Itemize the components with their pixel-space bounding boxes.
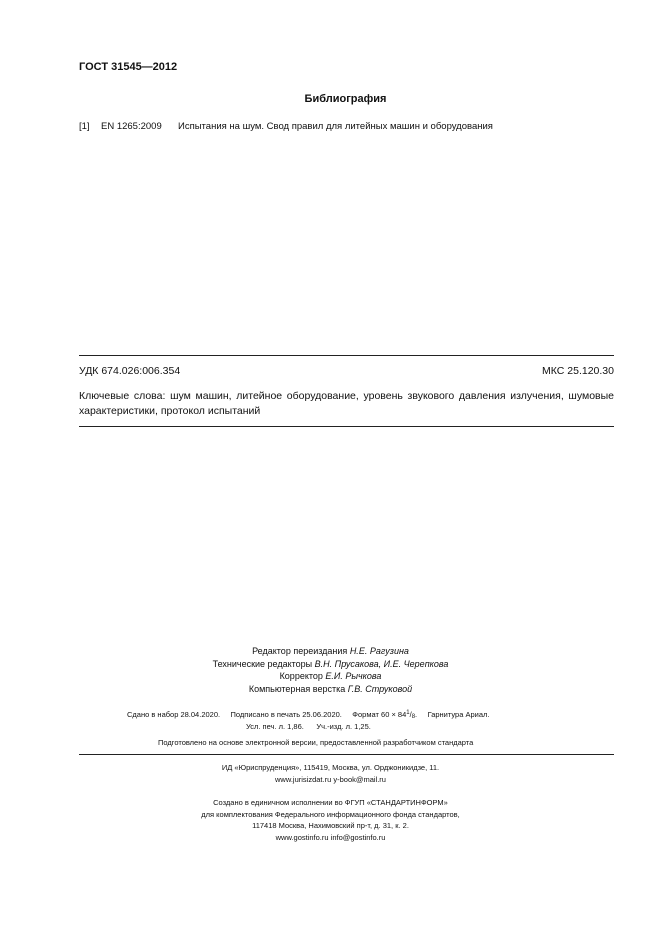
- publisher-block: [0, 762, 661, 785]
- credit-corrector: Корректор Е.И. Рычкова: [279, 671, 382, 681]
- credit-editor: Редактор переиздания Н.Е. Рагузина: [252, 646, 409, 656]
- divider-bottom: [79, 754, 614, 755]
- mks-code: МКС 25.120.30: [542, 365, 614, 377]
- print-info-line-1: Сдано в набор 28.04.2020. Подписано в печать 25.06.2020. Формат $60 \times 84^1/_8$. Гарнитура Ариал.: [127, 710, 490, 720]
- prepared-note: Подготовлено на основе электронной версии, предоставленной разработчиком стандарта: [158, 738, 474, 747]
- bibliography-title: Библиография: [304, 93, 387, 105]
- producer-line-3: 117418 Москва, Нахимовский пр-т, д. 31, к. 2.: [252, 821, 409, 830]
- udk-code: УДК 674.026:006.354: [79, 365, 181, 377]
- print-info-line-2: Усл. печ. л. 1,86. Уч.-изд. л. 1,25.: [246, 722, 371, 731]
- divider-keywords: [79, 426, 614, 427]
- keywords: Ключевые слова: шум машин, литейное оборудование, уровень звукового давления излучения, шумовые характеристики, протокол испытаний: [79, 390, 614, 417]
- producer-line-2: для комплектования Федерального информационного фонда стандартов,: [201, 809, 460, 819]
- producer-block: [0, 797, 661, 843]
- credits-block: [0, 645, 661, 695]
- producer-line-1: Создано в единичном исполнении во ФГУП «СТАНДАРТИНФОРМ»: [213, 798, 448, 807]
- producer-contacts: www.gostinfo.ru info@gostinfo.ru: [275, 832, 386, 842]
- entry-number: [1]: [79, 121, 90, 132]
- credit-layout: Компьютерная верстка Г.В. Струковой: [248, 683, 413, 694]
- publisher-contacts: www.jurisizdat.ru y-book@mail.ru: [275, 774, 386, 784]
- entry-text: Испытания на шум. Свод правил для литейных машин и оборудования: [178, 121, 493, 132]
- entry-code: EN 1265:2009: [101, 121, 162, 132]
- divider-top: [79, 355, 614, 356]
- document-id: ГОСТ 31545—2012: [79, 61, 178, 73]
- credit-tech-editors: Технические редакторы В.Н. Прусакова, И.Е. Черепкова: [212, 658, 449, 669]
- publisher-address: ИД «Юриспруденция», 115419, Москва, ул. Орджоникидзе, 11.: [221, 763, 440, 772]
